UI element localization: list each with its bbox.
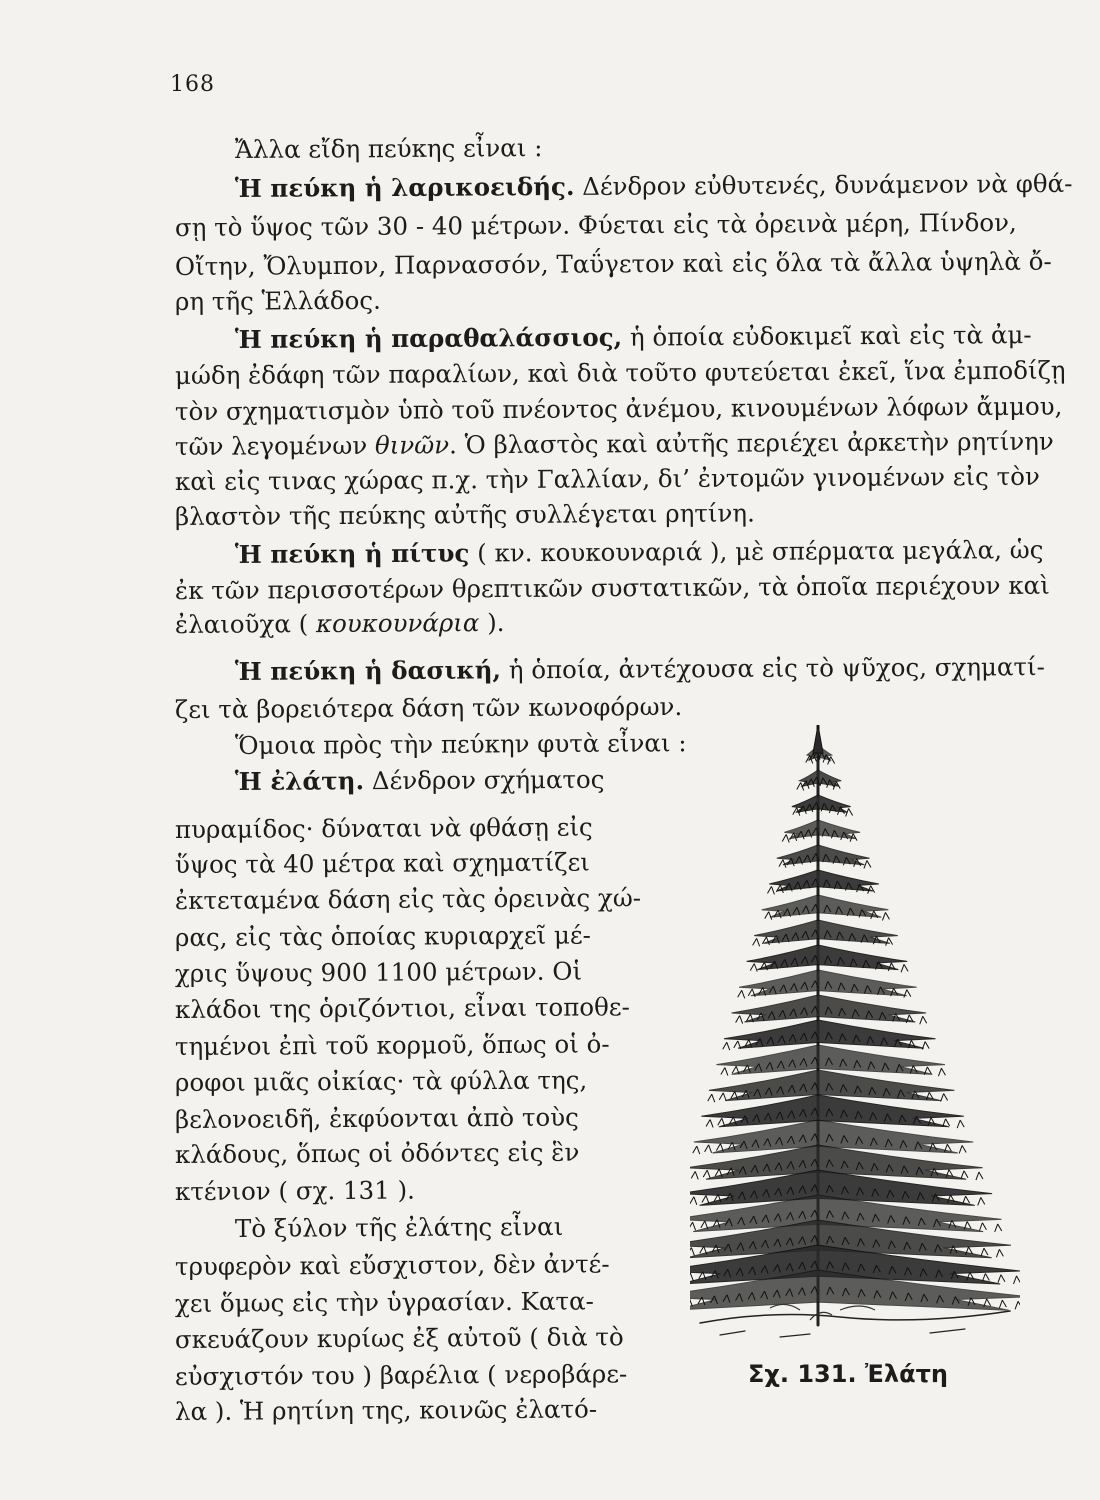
fir-needle xyxy=(868,886,875,894)
fir-tree-illustration xyxy=(690,725,1020,1355)
page-number: 168 xyxy=(170,72,215,97)
fir-needle xyxy=(959,1145,966,1153)
paragraph-2-line-2: μώδη ἐδάφη τῶν παραλίων, καὶ διὰ τοῦτο φυτεύεται ἐκεῖ, ἵνα ἐμποδίζῃ xyxy=(174,355,1066,390)
fir-needle xyxy=(765,912,772,920)
paragraph-3-line-3: ἐλαιοῦχα ( κουκουνάρια ). xyxy=(174,607,505,639)
paragraph-2-line-4: τῶν λεγομένων θινῶν. Ὁ βλαστὸς καὶ αὐτῆς περιέχει ἀρκετὴν ρητίνην xyxy=(174,426,1054,461)
fir-needle xyxy=(797,782,804,790)
fir-branch-tier xyxy=(754,920,898,943)
paragraph-2-line-3: τὸν σχηματισμὸν ὑπὸ τοῦ πνέοντος ἀνέμου, κινουμένων λόφων ἄμμου, xyxy=(174,391,1063,426)
fir-needle xyxy=(886,938,893,946)
fir-branch-tier xyxy=(762,895,889,917)
fir-needle xyxy=(693,1146,700,1154)
term-thinon: θινῶν xyxy=(374,430,450,460)
paragraph-2-heading: Ἡ πεύκη ἡ παραθαλάσσιος, xyxy=(234,322,623,354)
paragraph-6-line: λα ). Ἡ ρητίνη της, κοινῶς ἐλατό- xyxy=(174,1394,598,1426)
fir-needle xyxy=(846,808,853,816)
fir-needle xyxy=(762,937,769,945)
fir-needle xyxy=(776,885,783,893)
fir-needle xyxy=(1014,1276,1020,1284)
fir-needle xyxy=(941,1094,948,1102)
paragraph-1-heading: Ἡ πεύκη ἡ λαρικοειδής. xyxy=(234,171,575,203)
paragraph-1-line-3: Οἴτην, Ὄλυμπον, Παρνασσόν, Ταΰγετον καὶ εἰς ὅλα τὰ ἄλλα ὑψηλὰ ὄ- xyxy=(174,246,1052,281)
term-koukounaria: κουκουνάρια xyxy=(315,608,480,639)
paragraph-5-line-1: Ἡ ἐλάτη. Δένδρον σχήματος xyxy=(234,764,605,796)
fir-needle xyxy=(708,1094,715,1102)
fir-needle xyxy=(995,1224,1002,1232)
fir-top xyxy=(813,725,823,753)
paragraph-5-line: τημένοι ἐπὶ τοῦ κορμοῦ, ὅπως οἱ ὀ- xyxy=(174,1029,610,1061)
paragraph-6-line: Τὸ ξύλον τῆς ἐλάτης εἶναι xyxy=(234,1211,564,1243)
paragraph-5-line: κτένιον ( σχ. 131 ). xyxy=(174,1175,415,1206)
paragraph-5-heading: Ἡ ἐλάτη. xyxy=(234,766,365,796)
paragraph-6-line: τρυφερὸν καὶ εὔσχιστον, δὲν ἀντέ- xyxy=(174,1249,610,1281)
fir-needle xyxy=(978,1197,985,1205)
paragraph-1-line-1: Ἡ πεύκη ἡ λαρικοειδής. Δένδρον εὐθυτενές, δυνάμενον νὰ φθά- xyxy=(234,168,1073,203)
fir-needle xyxy=(979,1223,986,1231)
fir-needle xyxy=(736,1016,743,1024)
paragraph-4-heading: Ἡ πεύκη ἡ δασική, xyxy=(234,655,502,686)
fir-needle xyxy=(702,1196,709,1204)
paragraph-3-line-1: Ἡ πεύκη ἡ πίτυς ( κν. κουκουναριά ), μὲ σπέρματα μεγάλα, ὡς xyxy=(234,535,1044,569)
paragraph-2-line-1: Ἡ πεύκη ἡ παραθαλάσσιος, ἡ ὁποία εὐδοκιμεῖ καὶ εἰς τὰ ἀμ- xyxy=(234,320,1032,354)
fir-needle xyxy=(690,1197,697,1205)
paragraph-5-line: χρις ὕψους 900 1100 μέτρων. Οἱ xyxy=(174,956,583,988)
fir-needle xyxy=(864,860,871,868)
paragraph-4-line-3: Ὅμοια πρὸς τὴν πεύκην φυτὰ εἶναι : xyxy=(234,728,687,760)
fir-needle xyxy=(690,1298,692,1306)
fir-needle xyxy=(738,990,745,998)
fir-needle xyxy=(705,1145,712,1153)
fir-needle xyxy=(976,1172,983,1180)
fir-needle xyxy=(961,1171,968,1179)
fir-needle xyxy=(703,1170,710,1178)
fir-needle xyxy=(1015,1301,1020,1309)
fir-needle xyxy=(782,834,789,842)
fir-needle xyxy=(690,1273,693,1281)
paragraph-3-line-2: ἐκ τῶν περισσοτέρων θρεπτικῶν συστατικῶν, τὰ ὁποῖα περιέχουν καὶ xyxy=(174,570,1050,605)
paragraph-4-line-1: Ἡ πεύκη ἡ δασική, ἡ ὁποία, ἀντέχουσα εἰς τὸ ψῦχος, σχηματί- xyxy=(234,652,1045,686)
paragraph-5-line: κλάδοι της ὁριζόντιοι, εἶναι τοποθε- xyxy=(174,992,630,1024)
fir-branch-tier xyxy=(739,970,917,996)
fir-needle xyxy=(904,990,911,998)
paragraph-6-line: χει ὅμως εἰς τὴν ὑγρασίαν. Κατα- xyxy=(174,1286,594,1318)
paragraph-6-line: εὐσχιστόν του ) βαρέλια ( νεροβάρε- xyxy=(174,1359,628,1391)
fir-needle xyxy=(719,1093,726,1101)
fir-needle xyxy=(882,912,889,920)
paragraph-2-line-6: βλαστὸν τῆς πεύκης αὐτῆς συλλέγεται ρητίνη. xyxy=(174,498,755,531)
paragraph-4-line-2: ζει τὰ βορειότερα δάση τῶν κωνοφόρων. xyxy=(174,691,683,724)
paragraph-3-heading: Ἡ πεύκη ἡ πίτυς xyxy=(234,538,470,569)
fir-needle xyxy=(723,1042,730,1050)
paragraph-5-line: ροφοι μιᾶς οἰκίας· τὰ φύλλα της, xyxy=(174,1065,588,1097)
paragraph-5-line: κλάδους, ὅπως οἱ ὀδόντες εἰς ἓν xyxy=(174,1137,580,1169)
fir-needle xyxy=(981,1248,988,1256)
fir-needle xyxy=(938,1068,945,1076)
fir-needle xyxy=(753,938,760,946)
fir-needle xyxy=(706,1119,713,1127)
paragraph-5-line: πυραμίδος· δύναται νὰ φθάσῃ εἰς xyxy=(174,812,593,844)
fir-needle xyxy=(901,964,908,972)
paragraph-2-line-5: καὶ εἰς τινας χώρας π.χ. τὴν Γαλλίαν, δι’ ἐντομῶν γινομένων εἰς τὸν xyxy=(174,461,1040,496)
figure-caption: Σχ. 131. Ἐλάτη xyxy=(748,1360,948,1388)
paragraph-1-line-2: σῃ τὸ ὕψος τῶν 30 - 40 μέτρων. Φύεται εἰς τὰ ὀρεινὰ μέρη, Πίνδον, xyxy=(174,207,1017,242)
paragraph-5-line: βελονοειδῆ, ἐκφύονται ἀπὸ τοὺς xyxy=(174,1102,579,1134)
paragraph-5-line: ρας, εἰς τὰς ὁποίας κυριαρχεῖ μέ- xyxy=(174,920,591,952)
fir-needle xyxy=(750,964,757,972)
fir-needle xyxy=(920,1016,927,1024)
fir-branch-tier xyxy=(769,870,879,891)
fir-needle xyxy=(779,860,786,868)
fir-needle xyxy=(690,1248,694,1256)
paragraph-6-line: σκευάζουν κυρίως ἐξ αὐτοῦ ( διὰ τὸ xyxy=(174,1322,624,1354)
fir-branch-tier xyxy=(716,1045,945,1074)
fir-needle xyxy=(721,1068,728,1076)
intro-line: Ἄλλα εἴδη πεύκης εἶναι : xyxy=(234,133,543,164)
fir-needle xyxy=(957,1120,964,1128)
fir-needle xyxy=(691,1171,698,1179)
fir-needle xyxy=(767,886,774,894)
paragraph-5-line: ὕψος τὰ 40 μέτρα καὶ σχηματίζει xyxy=(174,847,590,879)
fir-needle xyxy=(996,1249,1003,1257)
paragraph-5-line: ἐκτεταμένα δάση εἰς τὰς ὀρεινὰς χώ- xyxy=(174,883,642,915)
fir-needle xyxy=(690,1222,696,1230)
fir-needle xyxy=(998,1275,1005,1283)
paragraph-1-line-4: ρη τῆς Ἑλλάδος. xyxy=(174,285,381,316)
fir-needle xyxy=(999,1300,1006,1308)
